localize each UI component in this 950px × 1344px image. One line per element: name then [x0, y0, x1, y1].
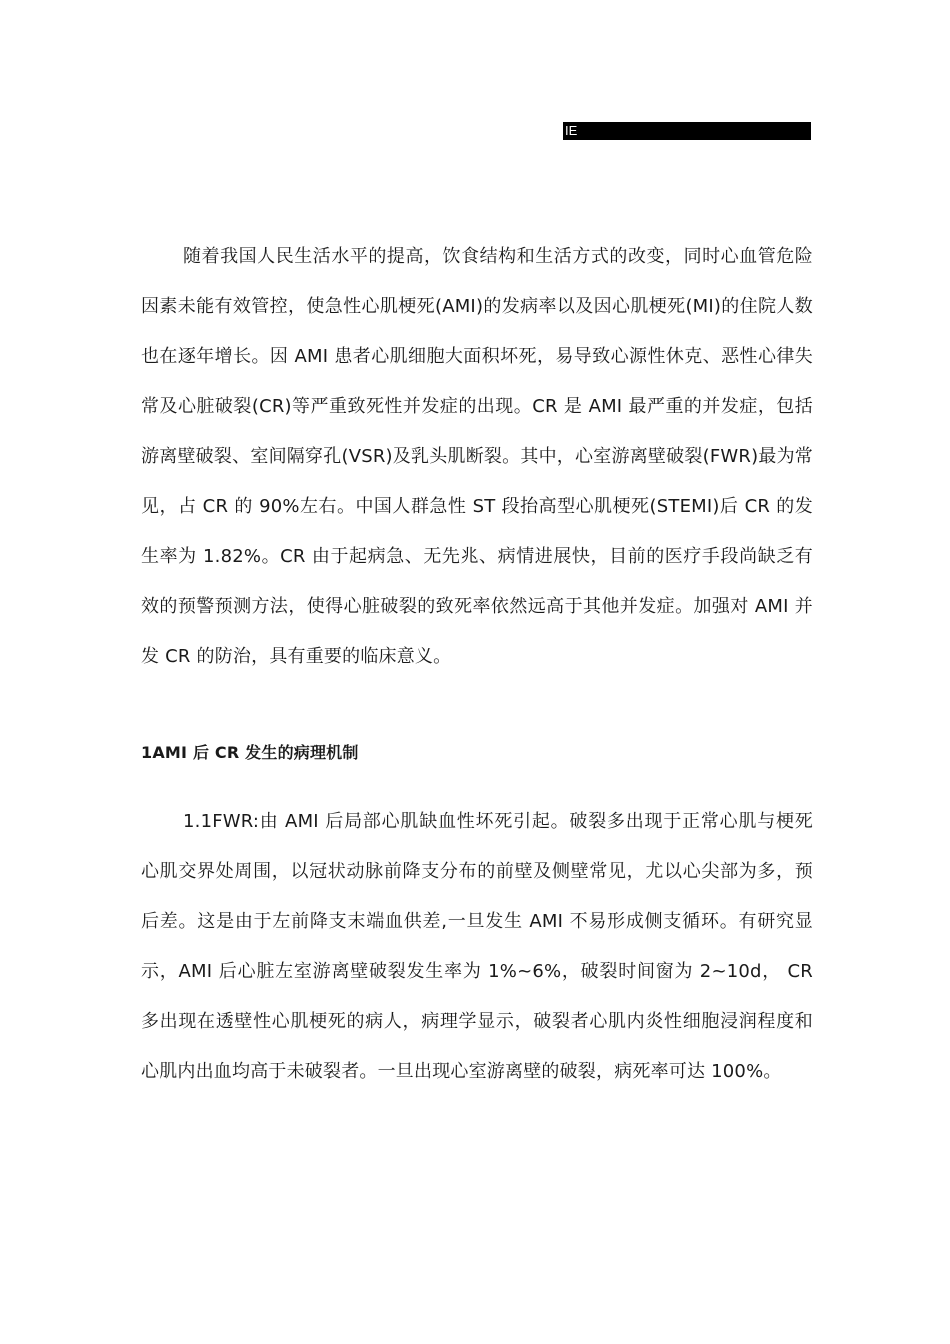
section-paragraph: 1.1FWR:由 AMI 后局部心肌缺血性坏死引起。破裂多出现于正常心肌与梗死心肌交界处周围，以冠状动脉前降支分布的前壁及侧壁常见，尤以心尖部为多，预后差。这是由于左前降支末端血供差,一旦发生 AMI 不易形成侧支循环。有研究显示，AMI 后心脏左室游离壁破裂发生率为 1%~6%，破裂时间窗为 2~10d， CR 多出现在透壁性心肌梗死的病人，病理学显示，破裂者心肌内炎性细胞浸润程度和心肌内出血均高于未破裂者。一旦出现心室游离壁的破裂，病死率可达 100%。 [141, 811, 813, 1082]
header-bar [563, 122, 811, 140]
section-heading: 1AMI 后 CR 发生的病理机制 [141, 743, 359, 762]
intro-paragraph: 随着我国人民生活水平的提高，饮食结构和生活方式的改变，同时心血管危险因素未能有效管控，使急性心肌梗死(AMI)的发病率以及因心肌梗死(MI)的住院人数也在逐年增长。因 AMI 患者心肌细胞大面积坏死，易导致心源性休克、恶性心律失常及心脏破裂(CR)等严重致死性并发症的出现。CR 是 AMI 最严重的并发症，包括游离壁破裂、室间隔穿孔(VSR)及乳头肌断裂。其中，心室游离壁破裂(FWR)最为常见，占 CR 的 90%左右。中国人群急性 ST 段抬高型心肌梗死(STEMI)后 CR 的发生率为 1.82%。CR 由于起病急、无先兆、病情进展快，目前的医疗手段尚缺乏有效的预警预测方法，使得心脏破裂的致死率依然远高于其他并发症。加强对 AMI 并发 CR 的防治，具有重要的临床意义。 [141, 246, 813, 667]
header-label: IE [565, 123, 578, 138]
